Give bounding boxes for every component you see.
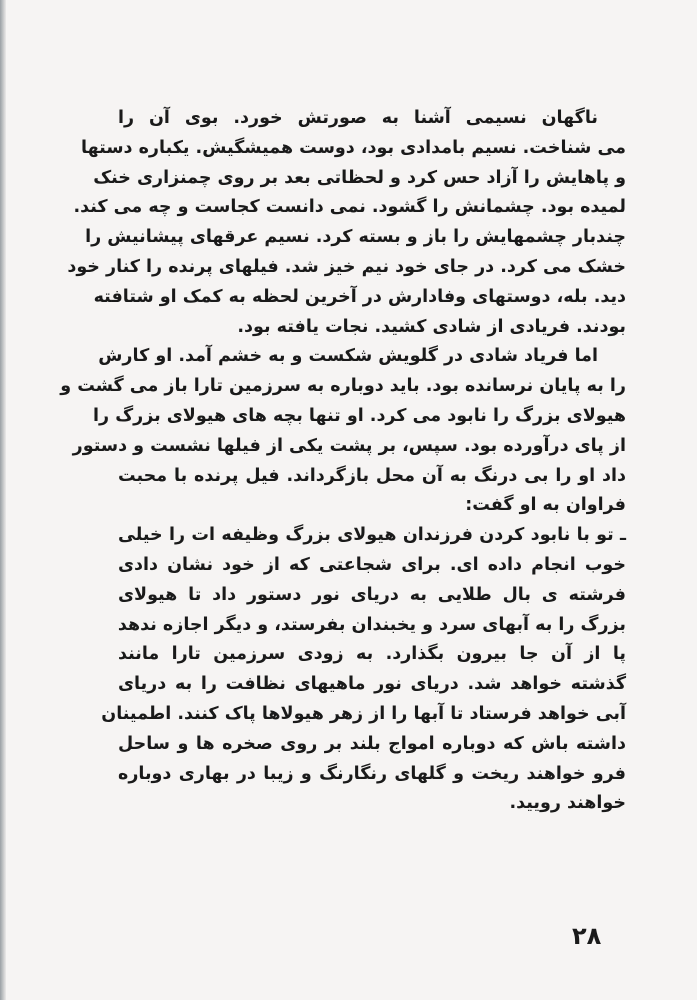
text-line: خشک می کرد. در جای خود نیم خیز شد. فیلهای پرنده را کنار خود [67, 256, 626, 277]
text-line: ـ تو با نابود کردن فرزندان هیولای بزرگ وظیفه ات را خیلی [118, 525, 626, 546]
text-line: از پای درآورده بود. سپس، بر پشت یکی از فیلها نشست و دستور [72, 435, 626, 456]
text-line: فرو خواهند ریخت و گلهای رنگارنگ و زیبا در بهاری دوباره [118, 763, 626, 784]
text-line: بزرگ را به آبهای سرد و یخبندان بفرستد، و دیگر اجازه ندهد [117, 614, 626, 635]
text-line: گذشته خواهد شد. دریای نور ماهیهای نظافت را به دریای [118, 674, 626, 695]
text-line: دید. بله، دوستهای وفادارش در آخرین لحظه به کمک او شتافته [93, 286, 626, 307]
page-number: ۲۸ [572, 922, 602, 950]
body-text [60, 104, 626, 819]
text-line: فرشته ی بال طلایی به دریای نور دستور داد تا هیولای [118, 584, 626, 605]
text-line: ناگهان نسیمی آشنا به صورتش خورد. بوی آن را [118, 108, 598, 128]
text-line: فراوان به او گفت: [465, 495, 626, 516]
text-line: خوب انجام داده ای. برای شجاعتی که از خود نشان دادی [118, 554, 626, 575]
text-line: و پاهایش را آزاد حس کرد و لحظاتی بعد بر روی چمنزاری خنک [93, 167, 626, 188]
text-line: خواهند رویید. [509, 793, 626, 814]
text-line: چندبار چشمهایش را باز و بسته کرد. نسیم عرقهای پیشانیش را [85, 227, 626, 248]
text-line: را به پایان نرسانده بود. باید دوباره به سرزمین تارا باز می گشت و [60, 376, 626, 397]
text-line: می شناخت. نسیم بامدادی بود، دوست همیشگیش. یکباره دستها [81, 137, 626, 158]
text-line: داد او را بی درنگ به آن محل بازگرداند. فیل پرنده با محبت [118, 465, 626, 486]
text-line: اما فریاد شادی در گلویش شکست و به خشم آمد. او کارش [98, 346, 598, 367]
page-edge [0, 0, 6, 1000]
text-line: پا از آن جا بیرون بگذارد. به زودی سرزمین تارا مانند [118, 644, 626, 665]
text-line: آبی خواهد فرستاد تا آبها را از زهر هیولاها پاک کنند. اطمینان [101, 703, 626, 724]
text-line: هیولای بزرگ را نابود می کرد. او تنها بچه های هیولای بزرگ را [93, 405, 626, 426]
text-line: لمیده بود. چشمانش را گشود. نمی دانست کجاست و چه می کند. [73, 197, 626, 218]
text-line: داشته باش که دوباره امواج بلند بر روی صخره ها و ساحل [118, 733, 626, 754]
text-line: بودند. فریادی از شادی کشید. نجات یافته بود. [237, 316, 626, 337]
